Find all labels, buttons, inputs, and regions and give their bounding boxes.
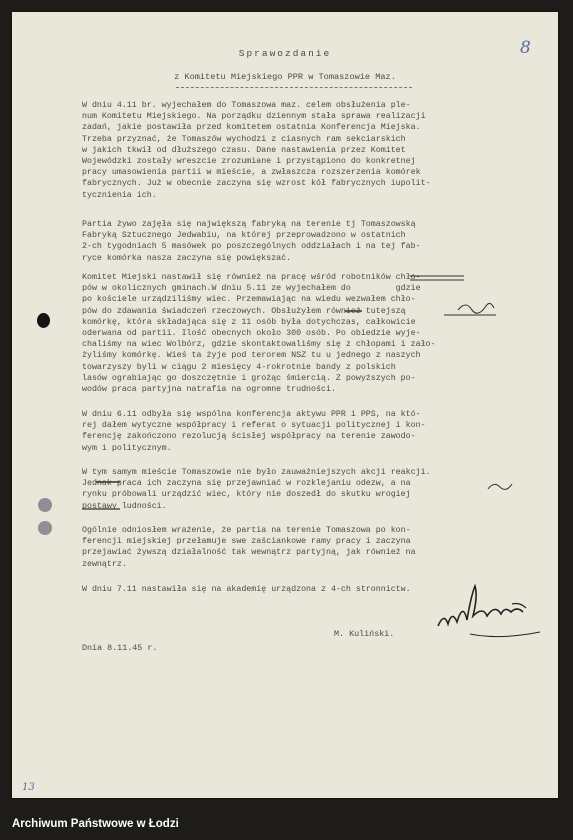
paragraph-3: Komitet Miejski nastawił się również na pracę wśród robotników chło- pów w okolicznych gminach.W dniu 5.11 ze wyjechałem do gdzie po kościele urządziliśmy wiec. Przemawiając na wiedu wezwałem chło- pów do zdawania świadczeń rzeczowych. Obsłużyłem również tutejszą komórkę, która składająca się z 11 osób była dotychczas, całkowicie oderwana od partii. Ilość obecnych około 300 osób. Po obiedzie wyje- chaliśmy na wiec Wolbórz, gdzie skontaktowaliśmy się z chłopami i zało- żyliśmy komórkę. Wieś ta żyje pod terorem NSZ tu u jednego z naszych towarzyszy byli w ciągu 2 miesięcy 4-rokrotnie bandy z polskich lasów ograbiając go doszczętnie i grożąc śmiercią. Z powyższych po- wodów praca partyjna natrafia na ogromne trudności. (82, 273, 436, 395)
archive-label: Archiwum Państwowe w Łodzi (12, 818, 179, 830)
date-line: Dnia 8.11.45 r. (82, 643, 158, 653)
document-subtitle: z Komitetu Miejskiego PPR w Tomaszowie Maz. (174, 72, 396, 82)
binder-hole-top (37, 313, 50, 328)
paragraph-4: W dniu 6.11 odbyła się wspólna konferencja aktywu PPR i PPS, na któ- rej dałem wytyczne współpracy i referat o sytuacji politycznej i kon- ferencję zakończono rezolucją ścisłej współpracy na terenie zawodo- wym i politycznym. (82, 410, 426, 453)
margin-number: 13 (22, 782, 35, 793)
paragraph-1: W dniu 4.11 br. wyjechałem do Tomaszowa maz. celem obsłużenia ple- num Komitetu Miejskiego. Na porządku dziennym stała sprawa realizacji zadań, jakie postawiła przed komitetem ostatnia Konferencja Miejska. Trzeba przyznać, że Tomaszów wychodzi z ciasnych ram sekciarskich w jakich tkwił od dłuższego czasu. Dane nastawienia przez Komitet Wojewódzki zostały wreszcie zrozumiane i przystąpiono do konkretnej pracy umasowienia partii w mieście, a zwłaszcza rozszerzenia komórek fabrycznych. Już w obecnie zaczyna się wzrost kół fabrycznych iupolit- tycznienia ich. (82, 101, 431, 200)
document-title: Sprawozdanie (238, 48, 332, 59)
handwritten-annotations (12, 12, 558, 798)
author-name: M. Kuliński. (334, 629, 395, 639)
handwritten-signature (432, 578, 552, 642)
paragraph-6: Ogólnie odniosłem wrażenie, że partia na terenie Tomaszowa po kon- ferencji miejskiej przełamuje swe zaściankowe ramy pracy i zaczyna przejawiać żywszą działalność tak wewnątrz partyjną, jak również na zewnątrz. (82, 526, 416, 569)
paragraph-2: Partia żywo zajęła się największą fabryką na terenie tj Tomaszowską Fabryką Sztucznego Jedwabiu, na której przeprowadzono w ostatnich 2-ch tygodniach 5 masówek po poszczególnych oddziałach i na tej fab- ryce komórka nasza zaczyna się powiększać. (82, 220, 421, 263)
paragraph-7: W dniu 7.11 nastawiła się na akademię urządzona z 4-ch stronnictw. (82, 585, 411, 594)
document-page (12, 12, 558, 798)
binder-hole-middle (38, 498, 52, 512)
handwritten-page-number: 8 (520, 38, 531, 58)
paragraph-5: W tym samym mieście Tomaszowie nie było zauważniejszych akcji reakcji. Jednak praca ich zaczyna się przejawniać w rozklejaniu odezw, a na rynku próbowali urządzić wiec, który nie doszedł do skutku wrogiej postawy ludności. (82, 468, 431, 511)
binder-hole-bottom (38, 521, 52, 535)
